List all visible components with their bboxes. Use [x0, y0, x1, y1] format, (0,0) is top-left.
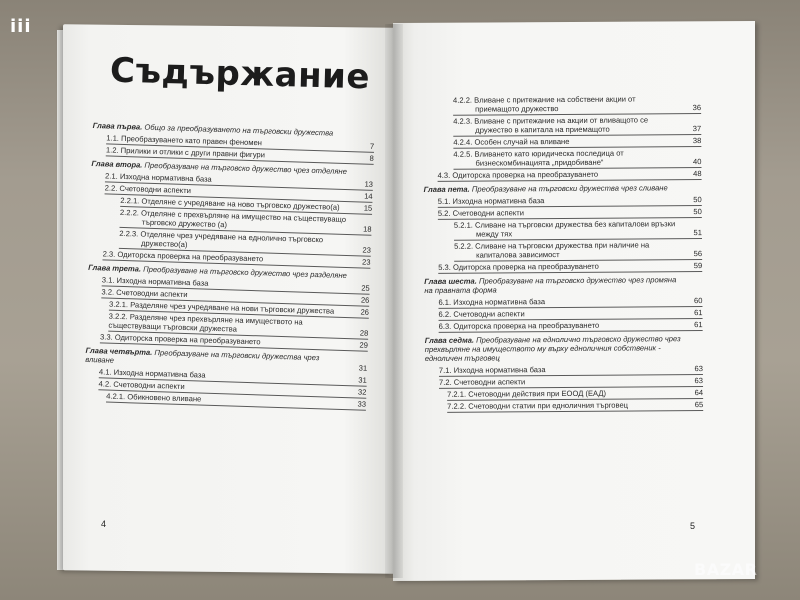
- toc-chapter-title: Преобразуване на търговски дружества чрез вливане: [85, 348, 320, 365]
- toc-entry-text: 2.2.2. Отделяне с прехвърляне на имущество на съществуващо търговско дружество (а): [119, 207, 347, 230]
- toc-entry: [425, 320, 703, 331]
- toc-page-number: 31: [358, 375, 367, 385]
- toc-entry-text: 6.2. Счетоводни аспекти: [438, 309, 525, 319]
- toc-page-number: [357, 176, 373, 177]
- watermark-logo: BAZAR: [694, 560, 758, 579]
- toc-chapter-lead: Глава седма.: [424, 335, 475, 345]
- toc-page-number: 14: [364, 191, 373, 201]
- toc-entry-text: 7.2.2. Счетоводни статии при едноличния търговец: [447, 400, 629, 411]
- toc-page-number: 32: [357, 387, 367, 397]
- toc-chapter-lead: Глава втора.: [91, 158, 143, 170]
- toc-entry-text: 4.2.4. Особен случай на вливане: [453, 136, 570, 147]
- toc-page-number: 28: [359, 328, 369, 338]
- toc-chapter-title: Преобразуване на еднолично търговско дружество чрез прехвърляне на имуществото му върху едноличния собственик - едноличен търговец: [424, 334, 681, 363]
- toc-entry-text: 4.3. Одиторска проверка на преобразуването: [437, 169, 599, 180]
- toc-entry-text: 3.2. Счетоводни аспекти: [101, 287, 188, 300]
- toc-entry-text: 4.1. Изходна нормативна база: [98, 367, 206, 380]
- toc-page-number: 50: [693, 195, 702, 205]
- toc-entry: [424, 207, 702, 218]
- toc-entry: [424, 261, 702, 272]
- toc-entry: [424, 296, 702, 307]
- toc-entry-text: 4.2.3. Вливане с притежание на акции от вливащото се дружество в капитала на приемащото: [453, 115, 649, 135]
- toc-page-number: 33: [357, 399, 367, 409]
- toc-entry-text: 4.2. Счетоводни аспекти: [98, 379, 185, 392]
- toc-page-number: 61: [694, 320, 703, 330]
- toc-entry: [424, 240, 702, 260]
- toc-page-number: 29: [359, 340, 369, 350]
- toc-entry-text: 5.2. Счетоводни аспекти: [437, 208, 525, 218]
- toc-chapter-lead: Глава трета.: [88, 262, 142, 274]
- toc-entry: [424, 195, 702, 206]
- toc-page-number: 50: [693, 207, 702, 217]
- toc-chapter-text: [424, 183, 686, 194]
- toc-page-number: 59: [693, 261, 703, 271]
- toc-chapter-text: [425, 334, 687, 363]
- toc-page-number: 13: [364, 179, 374, 189]
- toc-left-column: [84, 116, 375, 412]
- toc-entry-text: 4.2.5. Вливането като юридическа последица от бизнескомбинацията „придобиване“: [453, 148, 624, 168]
- toc-chapter-title: Преобразуване на търговско дружество чрез промяна на правната форма: [424, 275, 677, 295]
- toc-page-number: 23: [361, 257, 371, 267]
- toc-page-number: [354, 280, 370, 281]
- toc-chapter-lead: Глава първа.: [92, 120, 143, 132]
- toc-entry-text: 3.1. Изходна нормативна база: [101, 275, 209, 288]
- toc-entry: [425, 388, 703, 399]
- toc-chapter-lead: Глава четвърта.: [85, 345, 153, 357]
- toc-page-number: 26: [360, 307, 370, 317]
- toc-entry: [423, 115, 701, 135]
- toc-page-number: 7: [369, 141, 375, 151]
- toc-entry-text: 7.2.1. Счетоводни действия при ЕООД (ЕАД): [447, 388, 607, 399]
- toc-chapter-entry: [424, 275, 702, 295]
- toc-chapter-title: Преобразуване на търговско дружество чрез отделяне: [144, 160, 348, 176]
- toc-page-number: 25: [361, 283, 370, 293]
- toc-page-number: 63: [694, 364, 703, 374]
- toc-page-number: 63: [694, 376, 704, 386]
- toc-entry: [423, 148, 701, 168]
- toc-entry-text: 5.2.2. Сливане на търговски дружества при наличие на капиталова зависимост: [454, 240, 650, 260]
- toc-entry-text: 5.1. Изходна нормативна база: [437, 196, 545, 206]
- toc-entry: [423, 136, 701, 147]
- toc-entry-text: 7.1. Изходна нормативна база: [438, 365, 546, 375]
- toc-page-number: 61: [694, 308, 703, 318]
- toc-entry-text: 3.3. Одиторска проверка на преобразуването: [99, 332, 261, 347]
- toc-chapter-entry: [424, 183, 702, 194]
- toc-entry-text: 2.2. Счетоводни аспекти: [104, 183, 192, 196]
- right-page-number: 5: [690, 521, 696, 531]
- toc-entry-text: 4.2.1. Обикновено вливане: [106, 391, 202, 404]
- toc-page-number: 26: [360, 295, 370, 305]
- toc-title: Съдържание: [109, 50, 371, 98]
- toc-page-number: 18: [362, 224, 372, 234]
- toc-page-number: 37: [692, 124, 702, 134]
- toc-page-number: 56: [693, 249, 703, 259]
- toc-page-number: 15: [363, 203, 373, 213]
- toc-entry: [425, 376, 703, 387]
- toc-chapter-title: Преобразуване на търговско дружество чрез разделяне: [143, 264, 347, 281]
- toc-page-number: 51: [693, 228, 702, 238]
- toc-page-number: 23: [362, 245, 372, 255]
- toc-chapter-lead: Глава пета.: [423, 184, 470, 194]
- toc-page-number: 64: [694, 388, 704, 398]
- toc-page-number: 36: [692, 103, 702, 113]
- toc-entry-text: 6.1. Изходна нормативна база: [438, 297, 546, 307]
- toc-page-number: 65: [694, 400, 704, 410]
- toc-entry-text: 1.2. Прилики и отлики с други правни фигури: [105, 145, 266, 160]
- toc-entry: [425, 400, 703, 411]
- toc-entry-text: 4.2.2. Вливане с притежание на собствени акции от приемащото дружество: [452, 94, 636, 114]
- toc-chapter-lead: Глава шеста.: [424, 276, 477, 286]
- toc-page-number: 8: [369, 153, 374, 163]
- toc-entry-text: 3.2.1. Разделяне чрез учредяване на нови търговски дружества: [108, 299, 335, 316]
- toc-right-column: [423, 94, 703, 414]
- toc-page-number: 31: [358, 363, 368, 373]
- toc-entry-text: 3.2.2. Разделяне чрез прехвърляне на имуществото на съществуващи търговски дружества: [108, 311, 303, 334]
- toc-entry-text: 2.2.1. Отделяне с учредяване на ново търговско дружество(а): [120, 195, 340, 212]
- toc-page-number: 40: [692, 157, 702, 167]
- toc-entry-text: 2.1. Изходна нормативна база: [104, 171, 212, 184]
- book-gutter: [385, 24, 403, 578]
- toc-entry: [423, 94, 701, 114]
- toc-entry-text: 2.2.3. Отделяне чрез учредяване на еднолично търговско дружество(а): [119, 228, 324, 250]
- toc-entry: [424, 219, 702, 239]
- toc-page-number: [358, 138, 374, 139]
- toc-entry-text: 5.2.1. Сливане на търговски дружества без капиталови връзки между тях: [453, 219, 676, 239]
- toc-page-number: 60: [693, 296, 703, 306]
- left-page-number: 4: [101, 519, 107, 529]
- toc-chapter-title: Общо за преобразуването на търговски дружества: [144, 122, 334, 138]
- toc-entry-text: 5.3. Одиторска проверка на преобразуването: [438, 261, 599, 272]
- toc-chapter-text: [424, 275, 686, 295]
- toc-entry-text: 1.1. Преобразуването като правен феномен: [106, 133, 263, 148]
- toc-entry: [424, 169, 702, 180]
- toc-entry-text: 6.3. Одиторска проверка на преобразуването: [438, 320, 600, 331]
- toc-entry-text: 7.2. Счетоводни аспекти: [438, 377, 526, 387]
- gallery-icon[interactable]: iii: [10, 16, 32, 37]
- toc-chapter-title: Преобразуване на търговски дружества чрез сливане: [471, 183, 668, 194]
- toc-page-number: 48: [693, 169, 702, 179]
- toc-entry-text: 2.3. Одиторска проверка на преобразуването: [102, 249, 264, 264]
- toc-chapter-entry: [425, 334, 703, 363]
- toc-entry: [424, 308, 702, 319]
- toc-entry: [425, 364, 703, 375]
- toc-page-number: 38: [692, 136, 702, 146]
